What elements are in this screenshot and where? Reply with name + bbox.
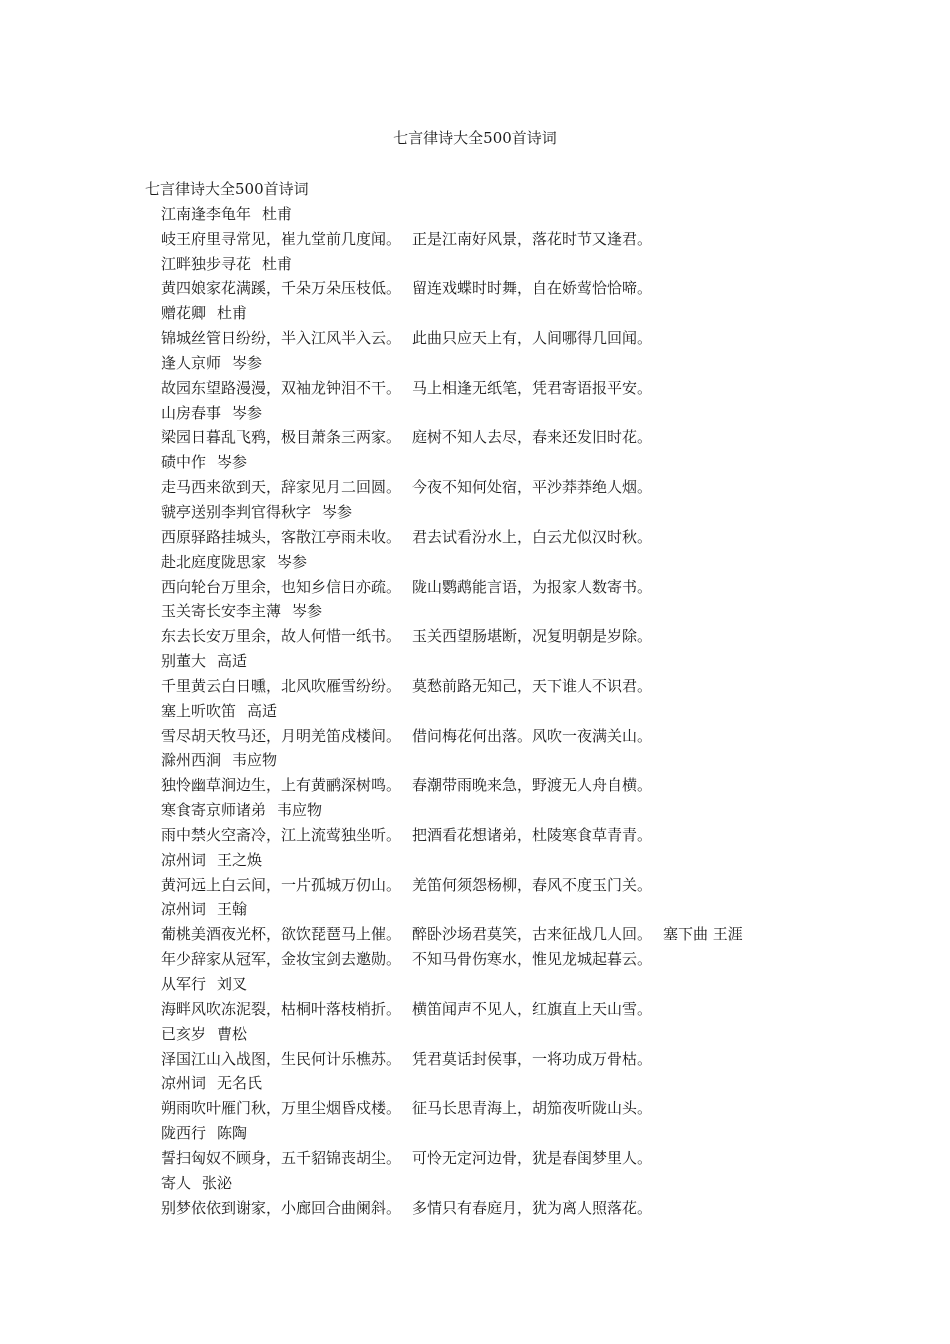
verse-couplet-first: 葡桃美酒夜光杯，欲饮琵琶马上催。 (161, 925, 402, 944)
poem-title-text: 山房春事 (161, 403, 222, 422)
verse-couplet-second: 留连戏蝶时时舞，自在娇莺恰恰啼。 (412, 279, 653, 298)
poem-verse-line (145, 475, 905, 500)
poem-author: 张泌 (202, 1173, 233, 1192)
poem-title (145, 1121, 905, 1146)
verse-couplet-second: 不知马骨伤寒水，惟见龙城起暮云。 (412, 950, 653, 969)
poem-verse-line (145, 376, 905, 401)
poem-verse-line (145, 624, 905, 649)
poem-verse-line (145, 773, 905, 798)
poem-verse-line (145, 873, 905, 898)
poem-title-text: 寒食寄京师诸弟 (161, 801, 267, 820)
poem-title-text: 赴北庭度陇思家 (161, 552, 267, 571)
poem-title-text: 别董大 (161, 652, 207, 671)
poem-title-text: 玉关寄长安李主薄 (161, 602, 282, 621)
poem-title (145, 550, 905, 575)
poem-title (145, 450, 905, 475)
poem-verse-line (145, 276, 905, 301)
poem-title-text: 凉州词 (161, 850, 207, 869)
poem-title (145, 748, 905, 773)
verse-couplet-second: 正是江南好风景，落花时节又逢君。 (412, 229, 653, 248)
poem-title-text: 碛中作 (161, 453, 207, 472)
verse-couplet-first: 年少辞家从冠军，金妆宝剑去邀勋。 (161, 950, 402, 969)
poem-title-text: 逢人京师 (161, 353, 222, 372)
poem-title (145, 1171, 905, 1196)
poem-verse-line (145, 922, 905, 947)
verse-couplet-first: 黄河远上白云间，一片孤城万仞山。 (161, 875, 402, 894)
verse-couplet-first: 誓扫匈奴不顾身，五千貂锦丧胡尘。 (161, 1148, 402, 1167)
verse-couplet-second: 今夜不知何处宿，平沙莽莽绝人烟。 (412, 478, 653, 497)
document-title: 七言律诗大全500首诗词 (393, 129, 557, 147)
poem-author: 岑参 (322, 502, 353, 521)
document-body (145, 177, 905, 1220)
verse-couplet-first: 走马西来欲到天，辞家见月二回圆。 (161, 478, 402, 497)
verse-couplet-second: 把酒看花想诸弟，杜陵寒食草青青。 (412, 825, 653, 844)
poem-title-text: 江南逢李龟年 (161, 204, 252, 223)
poem-verse-line (145, 947, 905, 972)
verse-couplet-first: 岐王府里寻常见，崔九堂前几度闻。 (161, 229, 402, 248)
verse-couplet-first: 雪尽胡天牧马还，月明羌笛戍楼间。 (161, 726, 402, 745)
poem-title-text: 凉州词 (161, 1074, 207, 1093)
verse-couplet-second: 春潮带雨晚来急，野渡无人舟自横。 (412, 776, 653, 795)
poem-author: 王之焕 (217, 850, 263, 869)
poem-title (145, 699, 905, 724)
poem-author: 王翰 (217, 900, 248, 919)
poem-author: 韦应物 (277, 801, 323, 820)
poem-author: 岑参 (232, 403, 263, 422)
poem-title (145, 202, 905, 227)
poem-title (145, 401, 905, 426)
verse-couplet-first: 梁园日暮乱飞鸦，极目萧条三两家。 (161, 428, 402, 447)
poem-title-text: 赠花卿 (161, 304, 207, 323)
poem-title (145, 1022, 905, 1047)
poem-title-text: 滁州西涧 (161, 751, 222, 770)
verse-couplet-first: 东去长安万里余，故人何惜一纸书。 (161, 627, 402, 646)
poem-verse-line (145, 525, 905, 550)
verse-couplet-second: 可怜无定河边骨，犹是春闺梦里人。 (412, 1148, 653, 1167)
poem-title-text: 陇西行 (161, 1124, 207, 1143)
poem-title (145, 798, 905, 823)
poem-author: 岑参 (232, 353, 263, 372)
poem-author: 曹松 (217, 1024, 248, 1043)
poem-verse-line (145, 1196, 905, 1221)
poem-author: 陈陶 (217, 1124, 248, 1143)
poem-title-text: 塞上听吹笛 (161, 701, 237, 720)
verse-couplet-second: 借问梅花何出落。风吹一夜满关山。 (412, 726, 653, 745)
poem-author: 岑参 (292, 602, 323, 621)
verse-couplet-first: 故园东望路漫漫，双袖龙钟泪不干。 (161, 378, 402, 397)
verse-couplet-second: 多情只有春庭月，犹为离人照落花。 (412, 1198, 653, 1217)
poem-author: 杜甫 (217, 304, 248, 323)
verse-couplet-first: 锦城丝管日纷纷，半入江风半入云。 (161, 329, 402, 348)
verse-couplet-first: 西原驿路挂城头，客散江亭雨未收。 (161, 527, 402, 546)
verse-couplet-first: 别梦依依到谢家，小廊回合曲阑斜。 (161, 1198, 402, 1217)
poem-author: 岑参 (277, 552, 308, 571)
verse-couplet-first: 西向轮台万里余，也知乡信日亦疏。 (161, 577, 402, 596)
poem-title-text: 凉州词 (161, 900, 207, 919)
poem-verse-line (145, 1146, 905, 1171)
inline-next-poem-heading: 塞下曲 王涯 (663, 925, 743, 944)
verse-couplet-first: 独怜幽草涧边生，上有黄鹂深树鸣。 (161, 776, 402, 795)
poem-title-text: 从军行 (161, 975, 207, 993)
poem-verse-line (145, 326, 905, 351)
poem-author: 杜甫 (262, 254, 293, 273)
poem-verse-line (145, 1096, 905, 1121)
poem-author: 高适 (217, 652, 248, 671)
verse-couplet-second: 醉卧沙场君莫笑，古来征战几人回。 (412, 925, 653, 944)
poem-title-text: 已亥岁 (161, 1024, 207, 1043)
poem-title (145, 848, 905, 873)
section-heading: 七言律诗大全500首诗词 (145, 180, 309, 198)
poem-verse-line (145, 724, 905, 749)
verse-couplet-second: 此曲只应天上有，人间哪得几回闻。 (412, 329, 653, 348)
poem-title (145, 252, 905, 277)
verse-couplet-first: 泽国江山入战图，生民何计乐樵苏。 (161, 1049, 402, 1068)
poem-verse-line (145, 674, 905, 699)
poem-title-text: 寄人 (161, 1173, 192, 1192)
verse-couplet-second: 玉关西望肠堪断，况复明朝是岁除。 (412, 627, 653, 646)
poem-verse-line (145, 1047, 905, 1072)
verse-couplet-first: 千里黄云白日曛，北风吹雁雪纷纷。 (161, 676, 402, 695)
poem-title (145, 351, 905, 376)
verse-couplet-second: 马上相逢无纸笔，凭君寄语报平安。 (412, 378, 653, 397)
verse-couplet-first: 黄四娘家花满蹊，千朵万朵压枝低。 (161, 279, 402, 298)
verse-couplet-second: 羌笛何须怨杨柳，春风不度玉门关。 (412, 875, 653, 894)
verse-couplet-second: 凭君莫话封侯事，一将功成万骨枯。 (412, 1049, 653, 1068)
verse-couplet-second: 横笛闻声不见人，红旗直上天山雪。 (412, 999, 653, 1018)
poem-title (145, 972, 905, 997)
poem-verse-line (145, 227, 905, 252)
poem-verse-line (145, 575, 905, 600)
poem-title (145, 1071, 905, 1096)
poem-title (145, 301, 905, 326)
poem-title (145, 897, 905, 922)
verse-couplet-second: 陇山鹦鹉能言语，为报家人数寄书。 (412, 577, 653, 596)
poem-list (145, 202, 905, 1221)
poem-title-text: 虢亭送别李判官得秋字 (161, 502, 312, 521)
verse-couplet-second: 莫愁前路无知己，天下谁人不识君。 (412, 676, 653, 695)
verse-couplet-second: 君去试看汾水上，白云尤似汉时秋。 (412, 527, 653, 546)
poem-title-text: 江畔独步寻花 (161, 254, 252, 273)
verse-couplet-first: 朔雨吹叶雁门秋，万里尘烟昏戍楼。 (161, 1099, 402, 1118)
verse-couplet-first: 雨中禁火空斋冷，江上流莺独坐听。 (161, 825, 402, 844)
poem-author: 韦应物 (232, 751, 278, 770)
poem-author: 杜甫 (262, 204, 293, 223)
poem-verse-line (145, 997, 905, 1022)
poem-author: 岑参 (217, 453, 248, 472)
poem-title (145, 500, 905, 525)
poem-author: 高适 (247, 701, 278, 720)
poem-author: 刘叉 (217, 975, 248, 993)
verse-couplet-second: 征马长思青海上，胡笳夜听陇山头。 (412, 1099, 653, 1118)
poem-verse-line (145, 823, 905, 848)
poem-title (145, 649, 905, 674)
poem-verse-line (145, 425, 905, 450)
poem-author: 无名氏 (217, 1074, 263, 1093)
verse-couplet-first: 海畔风吹冻泥裂，枯桐叶落枝梢折。 (161, 999, 402, 1018)
poem-title (145, 599, 905, 624)
verse-couplet-second: 庭树不知人去尽，春来还发旧时花。 (412, 428, 653, 447)
